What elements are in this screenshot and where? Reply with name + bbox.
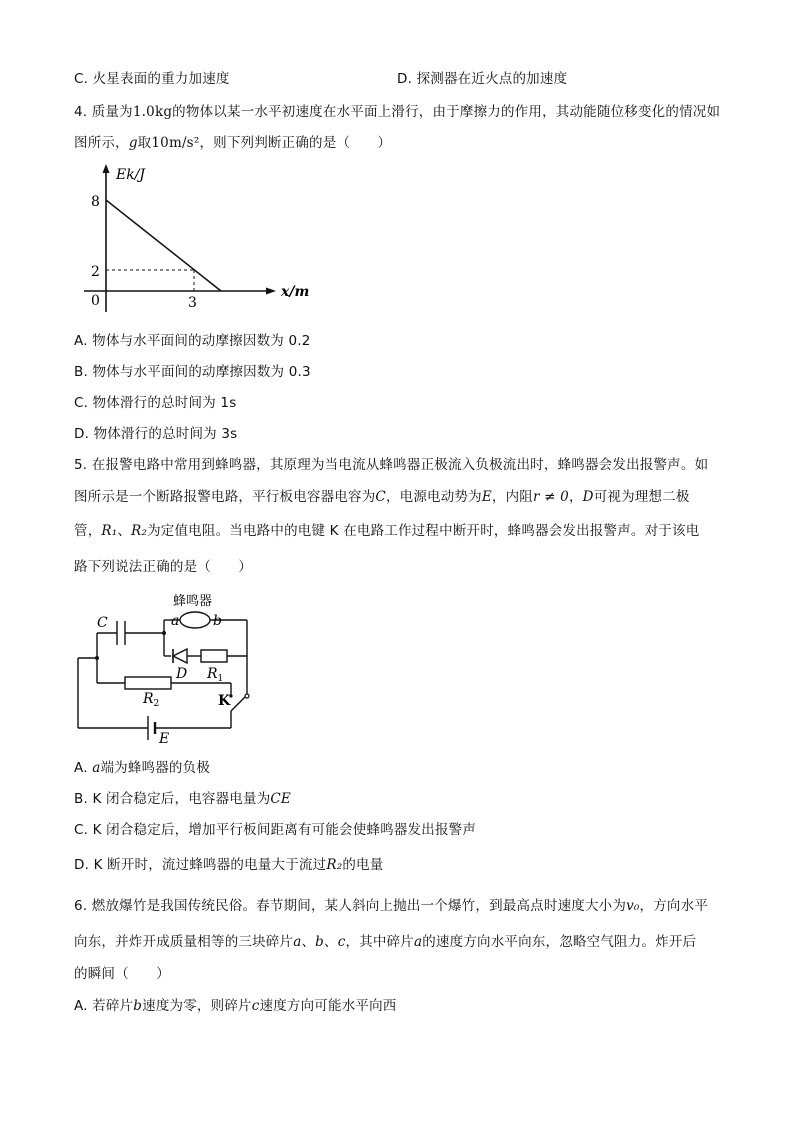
buzzer (180, 612, 210, 628)
ek-line (106, 200, 221, 291)
q4-stem-line-1: 4. 质量为1.0kg的物体以某一水平初速度在水平面上滑行，由于摩擦力的作用，其动能随位移变化的情况如 (74, 104, 721, 120)
q6-stem-line-1: 6. 燃放爆竹是我国传统民俗。春节期间，某人斜向上抛出一个爆竹，到最高点时速度大小为v₀，方向水平 (74, 898, 709, 914)
origin-label: 0 (91, 293, 100, 309)
y-tick-2: 2 (91, 264, 100, 280)
q4-option-a: A. 物体与水平面间的动摩擦因数为 0.2 (74, 333, 311, 349)
switch-contact-top (245, 694, 249, 698)
q5-option-a: A. a端为蜂鸣器的负极 (74, 760, 211, 776)
q5-stem-line-3: 管，R₁、R₂为定值电阻。当电路中的电键 K 在电路工作过程中断开时，蜂鸣器会发出报警声。对于该电 (74, 523, 700, 539)
label-c: C (97, 615, 108, 631)
y-axis-arrow (103, 164, 110, 173)
x-axis-arrow (266, 288, 276, 295)
label-k: K (218, 693, 231, 709)
label-a: a (171, 613, 180, 629)
q5-stem-line-1: 5. 在报警电路中常用到蜂鸣器，其原理为当电流从蜂鸣器正极流入负极流出时，蜂鸣器会发出报警声。如 (74, 457, 709, 473)
q6-option-a: A. 若碎片b速度为零，则碎片c速度方向可能水平向西 (74, 998, 397, 1014)
label-buzzer: 蜂鸣器 (173, 594, 213, 609)
x-axis-label: x/m (281, 284, 310, 300)
node-left (95, 656, 99, 660)
q4-option-c: C. 物体滑行的总时间为 1s (74, 395, 237, 411)
q4-ek-x-graph (74, 160, 314, 320)
y-tick-8: 8 (91, 194, 100, 210)
q3-option-c: C. 火星表面的重力加速度 (74, 71, 230, 87)
diode-d (173, 649, 195, 663)
q4-option-d: D. 物体滑行的总时间为 3s (74, 426, 238, 442)
resistor-r2 (125, 677, 171, 689)
q4-stem-line-2: 图所示，g取10m/s²，则下列判断正确的是（ ） (74, 135, 392, 151)
q3-option-d: D. 探测器在近火点的加速度 (397, 71, 568, 87)
q4-g-value: 10m/s² (151, 135, 200, 151)
label-r1: $R_1$ (207, 666, 224, 684)
q5-stem-line-2: 图所示是一个断路报警电路，平行板电容器电容为C，电源电动势为E，内阻r ≠ 0，D可视为理想二极 (74, 489, 690, 505)
q6-stem-line-2: 向东，并炸开成质量相等的三块碎片a、b、c，其中碎片a的速度方向水平向东，忽略空气阻力。炸开后 (74, 934, 697, 950)
label-r2: $R_2$ (143, 691, 160, 709)
x-tick-3: 3 (188, 295, 197, 311)
q4-option-b: B. 物体与水平面间的动摩擦因数为 0.3 (74, 364, 311, 380)
q5-option-b: B. K 闭合稳定后，电容器电量为CE (74, 791, 291, 807)
q5-stem-line-4: 路下列说法正确的是（ ） (74, 559, 253, 575)
q4-g-symbol: g (128, 135, 138, 151)
q5-option-c: C. K 闭合稳定后，增加平行板间距离有可能会使蜂鸣器发出报警声 (74, 822, 477, 838)
node-junction (162, 631, 166, 635)
q5-option-d: D. K 断开时，流过蜂鸣器的电量大于流过R₂的电量 (74, 857, 384, 873)
q5-circuit-diagram (70, 588, 280, 746)
q6-stem-line-3: 的瞬间（ ） (74, 966, 170, 982)
q4-mass: 1.0kg (132, 104, 173, 120)
switch-k (231, 696, 246, 711)
y-axis-label: Ek/J (116, 167, 146, 183)
resistor-r1 (201, 650, 227, 662)
label-e: E (159, 731, 170, 746)
label-b: b (213, 613, 222, 629)
label-d: D (176, 666, 188, 682)
